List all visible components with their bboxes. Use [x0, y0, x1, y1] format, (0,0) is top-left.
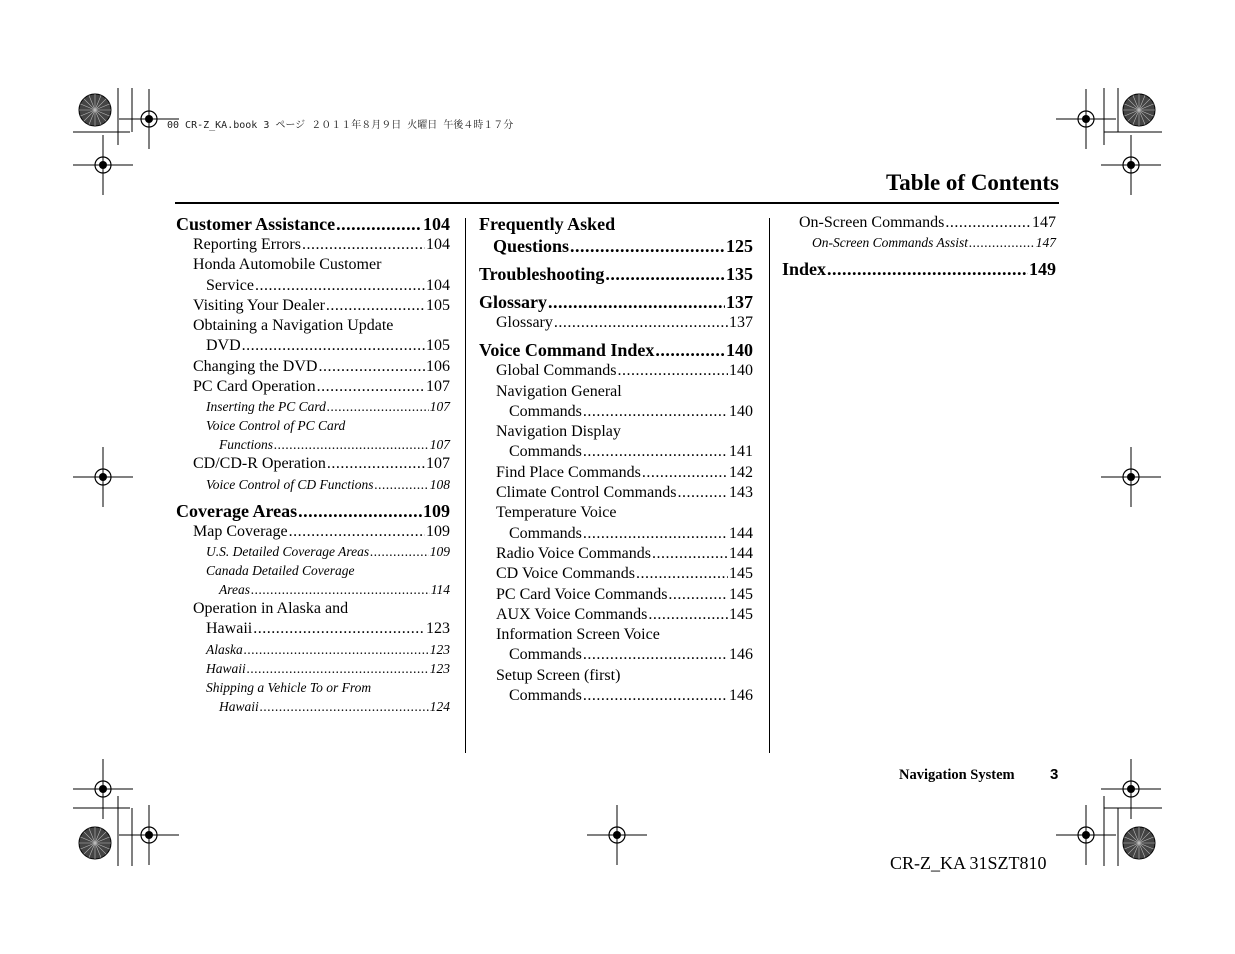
toc-entry-page: 147 — [1032, 214, 1056, 231]
leader-dots — [655, 339, 725, 361]
toc-entry-label: On-Screen Commands — [799, 214, 945, 231]
model-code: CR-Z_KA 31SZT810 — [890, 853, 1047, 873]
leader-dots — [336, 213, 422, 235]
toc-entry[interactable] — [176, 640, 450, 659]
leader-dots — [251, 580, 430, 599]
toc-entry-label: Operation in Alaska and — [193, 599, 349, 617]
toc-entry-label: Climate Control Commands — [496, 484, 677, 502]
toc-entry-page: 140 — [729, 362, 753, 380]
leader-dots — [370, 542, 429, 561]
toc-entry[interactable] — [176, 377, 450, 397]
toc-entry[interactable] — [479, 625, 753, 666]
toc-entry-page: 107 — [426, 455, 450, 473]
leader-dots — [326, 296, 425, 316]
toc-entry[interactable] — [176, 542, 450, 561]
toc-entry-page: 146 — [729, 687, 753, 705]
toc-entry[interactable] — [176, 500, 450, 522]
leader-dots — [583, 442, 728, 462]
toc-entry[interactable] — [176, 416, 450, 454]
toc-entry-page: 144 — [729, 544, 753, 562]
leader-dots — [583, 645, 728, 665]
toc-entry-page: 124 — [429, 698, 450, 714]
toc-entry[interactable] — [479, 503, 753, 544]
toc-entry[interactable] — [176, 316, 450, 357]
toc-entry[interactable] — [782, 213, 1056, 233]
toc-entry-label: Questions — [493, 236, 570, 256]
toc-entry[interactable] — [782, 258, 1056, 280]
toc-entry-label: Global Commands — [496, 362, 617, 380]
toc-entry-label: Glossary — [496, 314, 553, 331]
toc-entry-page: 109 — [423, 500, 450, 521]
page-number: 3 — [1050, 766, 1059, 783]
toc-entry[interactable] — [176, 454, 450, 474]
toc-entry[interactable] — [176, 561, 450, 599]
toc-entry-label: Reporting Errors — [193, 236, 301, 253]
toc-entry-page: 137 — [729, 314, 753, 331]
toc-entry-page: 143 — [729, 484, 753, 502]
leader-dots — [247, 659, 429, 678]
toc-entry-label: Commands — [509, 524, 582, 542]
leader-dots — [375, 475, 429, 494]
toc-entry-label: Map Coverage — [193, 522, 288, 540]
leader-dots — [255, 276, 425, 296]
leader-dots — [668, 585, 728, 605]
toc-entry-page: 104 — [426, 276, 450, 294]
toc-entry-page: 146 — [729, 646, 753, 664]
leader-dots — [827, 258, 1028, 280]
leader-dots — [298, 500, 422, 522]
toc-entry[interactable] — [176, 235, 450, 255]
toc-entry-page: 125 — [726, 236, 753, 256]
toc-entry-page: 123 — [429, 660, 450, 676]
toc-entry-label: Navigation Display — [496, 423, 621, 441]
toc-entry-label: Setup Screen (first) — [496, 666, 621, 684]
toc-entry[interactable] — [176, 475, 450, 494]
leader-dots — [652, 544, 728, 564]
leader-dots — [648, 605, 728, 625]
leader-dots — [260, 697, 429, 716]
toc-entry[interactable] — [782, 233, 1056, 252]
toc-entry-label: Commands — [509, 687, 582, 705]
leader-dots — [642, 463, 728, 483]
toc-entry[interactable] — [176, 213, 450, 235]
toc-entry-label: PC Card Voice Commands — [496, 585, 668, 603]
toc-entry-page: 145 — [729, 565, 753, 583]
leader-dots — [945, 213, 1031, 233]
leader-dots — [617, 361, 728, 381]
toc-entry[interactable] — [479, 382, 753, 423]
leader-dots — [289, 522, 425, 542]
toc-entry-page: 105 — [426, 337, 450, 355]
toc-entry-label: Canada Detailed Coverage — [206, 562, 355, 578]
toc-entry-label: Voice Command Index — [479, 340, 655, 361]
toc-entry-label: Visiting Your Dealer — [193, 296, 325, 314]
toc-entry-label: Voice Control of CD Functions — [206, 476, 374, 492]
toc-entry-label: PC Card Operation — [193, 378, 316, 396]
toc-entry-label: Index — [782, 259, 827, 280]
toc-entry-page: 145 — [729, 605, 753, 623]
leader-dots — [583, 524, 728, 544]
toc-entry-label: Frequently Asked — [479, 214, 616, 234]
toc-entry-label: Service — [206, 276, 254, 294]
toc-entry-page: 109 — [426, 522, 450, 540]
toc-entry[interactable] — [176, 397, 450, 416]
toc-entry[interactable] — [479, 463, 753, 483]
toc-entry-page: 104 — [426, 236, 450, 253]
leader-dots — [317, 377, 425, 397]
toc-entry-page: 107 — [429, 437, 450, 453]
toc-entry-label: Obtaining a Navigation Update — [193, 317, 394, 335]
toc-entry-label: Customer Assistance — [176, 214, 336, 234]
print-info: 00 CR-Z_KA.book 3 ページ ２０１１年８月９日 火曜日 午後４時１７分 — [167, 120, 514, 131]
toc-entry-page: 108 — [429, 476, 450, 492]
toc-entry-page: 141 — [729, 443, 753, 461]
toc-entry-label: Information Screen Voice — [496, 626, 660, 644]
leader-dots — [327, 454, 425, 474]
leader-dots — [302, 235, 425, 255]
leader-dots — [253, 619, 425, 639]
toc-entry-page: 140 — [726, 340, 753, 361]
page-title: Table of Contents — [886, 170, 1059, 195]
toc-entry-label: Hawaii — [206, 660, 246, 676]
toc-entry[interactable] — [479, 263, 753, 285]
leader-dots — [583, 686, 728, 706]
toc-entry-page: 104 — [423, 214, 450, 234]
toc-entry-label: Areas — [219, 581, 250, 597]
leader-dots — [554, 313, 728, 333]
toc-entry-page: 123 — [426, 620, 450, 638]
toc-entry[interactable] — [479, 564, 753, 584]
toc-entry-page: 137 — [726, 292, 753, 312]
toc-entry[interactable] — [176, 522, 450, 542]
toc-entry-label: Troubleshooting — [479, 264, 605, 284]
toc-entry[interactable] — [479, 585, 753, 605]
toc-entry[interactable] — [176, 296, 450, 316]
leader-dots — [636, 564, 728, 584]
toc-entry[interactable] — [479, 422, 753, 463]
leader-dots — [318, 357, 425, 377]
toc-entry-label: Glossary — [479, 292, 548, 312]
column-divider — [769, 218, 770, 753]
toc-entry-label: CD Voice Commands — [496, 565, 635, 583]
toc-entry-page: 123 — [429, 641, 450, 657]
leader-dots — [274, 435, 429, 454]
toc-entry-label: Commands — [509, 443, 582, 461]
toc-column-1 — [176, 213, 450, 716]
toc-entry-label: Temperature Voice — [496, 504, 617, 522]
toc-entry[interactable] — [176, 678, 450, 716]
header-rule — [175, 202, 1059, 204]
leader-dots — [583, 402, 728, 422]
toc-entry-label: Voice Control of PC Card — [206, 418, 346, 434]
toc-entry[interactable] — [176, 599, 450, 640]
toc-entry-label: Inserting the PC Card — [206, 399, 326, 415]
toc-entry-page: 135 — [726, 264, 753, 284]
toc-entry-label: Alaska — [206, 641, 243, 657]
toc-entry-label: Coverage Areas — [176, 500, 298, 521]
toc-entry-label: Honda Automobile Customer — [193, 256, 382, 274]
toc-entry-label: Shipping a Vehicle To or From — [206, 679, 372, 695]
leader-dots — [969, 233, 1035, 252]
toc-entry-label: Navigation General — [496, 382, 622, 400]
toc-entry-label: DVD — [206, 337, 241, 355]
toc-entry-label: CD/CD-R Operation — [193, 455, 326, 473]
toc-entry-page: 149 — [1029, 259, 1056, 280]
toc-entry-label: Functions — [219, 437, 273, 453]
column-divider — [465, 218, 466, 753]
toc-entry[interactable] — [479, 544, 753, 564]
toc-entry[interactable] — [176, 357, 450, 377]
leader-dots — [570, 235, 725, 257]
toc-column-3 — [782, 213, 1056, 280]
toc-entry[interactable] — [479, 213, 753, 257]
toc-entry-page: 144 — [729, 524, 753, 542]
toc-entry-label: On-Screen Commands Assist — [812, 235, 968, 251]
toc-entry-label: Radio Voice Commands — [496, 544, 651, 562]
toc-entry-page: 107 — [429, 399, 450, 415]
leader-dots — [327, 397, 429, 416]
toc-entry-label: U.S. Detailed Coverage Areas — [206, 543, 370, 559]
toc-entry-page: 109 — [429, 543, 450, 559]
leader-dots — [242, 336, 425, 356]
toc-entry[interactable] — [479, 666, 753, 707]
toc-entry[interactable] — [176, 659, 450, 678]
toc-entry-label: Changing the DVD — [193, 357, 318, 375]
toc-entry-page: 114 — [430, 581, 450, 597]
leader-dots — [548, 291, 725, 313]
toc-entry[interactable] — [479, 361, 753, 381]
toc-entry-page: 140 — [729, 402, 753, 420]
leader-dots — [244, 640, 429, 659]
toc-entry-page: 142 — [729, 463, 753, 481]
toc-entry-label: Hawaii — [219, 698, 259, 714]
toc-entry-page: 105 — [426, 296, 450, 314]
toc-entry-page: 145 — [729, 585, 753, 603]
footer-label: Navigation System — [899, 767, 1015, 783]
toc-entry-label: Find Place Commands — [496, 463, 641, 481]
leader-dots — [605, 263, 725, 285]
toc-entry-label: AUX Voice Commands — [496, 605, 648, 623]
toc-entry[interactable] — [479, 605, 753, 625]
toc-entry-page: 107 — [426, 378, 450, 396]
toc-entry[interactable] — [479, 483, 753, 503]
toc-entry-page: 106 — [426, 357, 450, 375]
toc-entry-page: 147 — [1035, 235, 1056, 251]
leader-dots — [677, 483, 728, 503]
toc-entry-label: Commands — [509, 402, 582, 420]
toc-entry-label: Hawaii — [206, 620, 253, 638]
toc-entry[interactable] — [176, 255, 450, 296]
toc-column-2 — [479, 213, 753, 706]
toc-entry[interactable] — [479, 291, 753, 313]
toc-entry[interactable] — [479, 313, 753, 333]
toc-entry[interactable] — [479, 339, 753, 361]
toc-entry-label: Commands — [509, 646, 582, 664]
